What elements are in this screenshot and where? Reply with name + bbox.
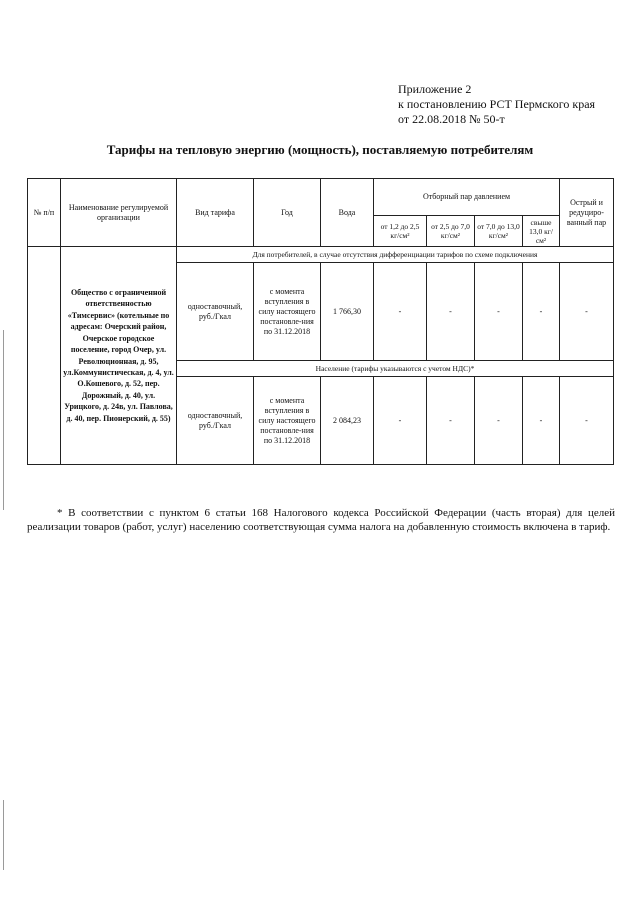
organization-name: Общество с ограниченной ответственностью «Тимсервис» (котельные по адресам: Очерский район, Очерское городское поселение, город Очер, ул. Революционная, д. 95, ул.Коммунистическая, д. 4, ул. О.Кошевого, д. 52, пер. Дорожный, д. 40, ул. Урицкого, д. 24в, ул. Павлова, д. 40, пер. Пионерский, д. 55): [61, 247, 177, 465]
scan-edge-line: [3, 330, 4, 510]
header-steam: Отборный пар давлением: [374, 179, 560, 216]
row1-pressure-2: -: [427, 263, 475, 361]
row2-pressure-3: -: [475, 377, 523, 465]
row2-period: с момента вступления в силу настоящего постановле-ния по 31.12.2018: [254, 377, 321, 465]
row2-water-value: 2 084,23: [321, 377, 374, 465]
header-pressure-4: свыше 13,0 кг/см²: [523, 216, 560, 247]
annex-header: [398, 82, 595, 127]
header-pressure-3: от 7,0 до 13,0 кг/см²: [475, 216, 523, 247]
row1-pressure-3: -: [475, 263, 523, 361]
header-year: Год: [254, 179, 321, 247]
header-pressure-2: от 2,5 до 7,0 кг/см²: [427, 216, 475, 247]
row1-sharp-steam: -: [560, 263, 614, 361]
row1-period: с момента вступления в силу настоящего постановле-ния по 31.12.2018: [254, 263, 321, 361]
header-org: Наименование регулируемой организации: [61, 179, 177, 247]
document-title: Тарифы на тепловую энергию (мощность), поставляемую потребителям: [106, 142, 534, 157]
row1-water-value: 1 766,30: [321, 263, 374, 361]
section-population: Население (тарифы указываются с учетом НДС)*: [177, 361, 614, 377]
row1-pressure-4: -: [523, 263, 560, 361]
section-consumers: Для потребителей, в случае отсутствия дифференциации тарифов по схеме подключения: [177, 247, 614, 263]
row1-tariff-type: одноставочный, руб./Гкал: [177, 263, 254, 361]
row2-pressure-2: -: [427, 377, 475, 465]
header-tariff-type: Вид тарифа: [177, 179, 254, 247]
row1-pressure-1: -: [374, 263, 427, 361]
tariffs-table: [27, 178, 614, 465]
vat-footnote: * В соответствии с пунктом 6 статьи 168 Налогового кодекса Российской Федерации (часть вторая) для целей реализации товаров (работ, услуг) населению соответствующая сумма налога на добавленную стоимость включена в тариф.: [27, 507, 615, 533]
header-num: № п/п: [28, 179, 61, 247]
row2-pressure-1: -: [374, 377, 427, 465]
header-water: Вода: [321, 179, 374, 247]
annex-line-3: от 22.08.2018 № 50-т: [398, 112, 505, 126]
scan-edge-line: [3, 800, 4, 870]
row2-tariff-type: одноставочный, руб./Гкал: [177, 377, 254, 465]
annex-line-1: Приложение 2: [398, 82, 472, 96]
row2-sharp-steam: -: [560, 377, 614, 465]
header-pressure-1: от 1,2 до 2,5 кг/см²: [374, 216, 427, 247]
row-number: [28, 247, 61, 465]
header-sharp-steam: Острый и редуциро-ванный пар: [560, 179, 614, 247]
annex-line-2: к постановлению РСТ Пермского края: [398, 97, 596, 111]
row2-pressure-4: -: [523, 377, 560, 465]
